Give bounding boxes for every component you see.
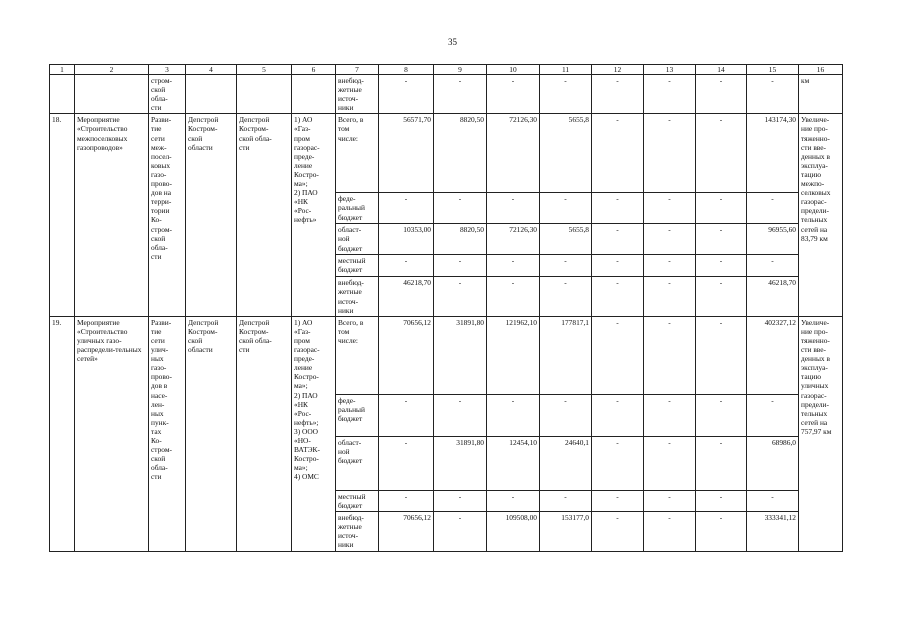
funding-value: - <box>540 193 592 224</box>
cell-value: - <box>696 75 747 114</box>
funding-source: местный бюджет <box>336 255 379 277</box>
measure-name: Мероприятие «Строительство уличных газо-распредели-тельных сетей» <box>75 316 149 551</box>
cell-name <box>75 75 149 114</box>
funding-value: 24640,1 <box>540 436 592 490</box>
column-number-7: 7 <box>336 65 379 75</box>
funding-source: местный бюджет <box>336 490 379 511</box>
funding-value: - <box>696 193 747 224</box>
cell-direction: стром- ской обла- сти <box>149 75 186 114</box>
funding-value: - <box>644 255 696 277</box>
funding-value: - <box>644 490 696 511</box>
cell-value: - <box>434 75 487 114</box>
funding-value: 72126,30 <box>487 224 540 255</box>
funding-value: - <box>487 193 540 224</box>
funding-value: - <box>696 316 747 394</box>
funding-value: - <box>487 394 540 436</box>
measure-direction: Разви- тие сети улич- ных газо- прово- дов в насе- лен- ных пунк- тах Ко- стром- ской обла- сти <box>149 316 186 551</box>
funding-value: 8820,50 <box>434 114 487 193</box>
funding-value: - <box>747 193 799 224</box>
continuation-row <box>50 75 843 114</box>
funding-value: - <box>434 394 487 436</box>
funding-source: феде- ральный бюджет <box>336 193 379 224</box>
funding-value: - <box>592 511 644 551</box>
funding-value: - <box>696 114 747 193</box>
column-number-15: 15 <box>747 65 799 75</box>
funding-value: - <box>747 394 799 436</box>
cell-num <box>50 75 75 114</box>
funding-value: 46218,70 <box>747 277 799 316</box>
cell-value: - <box>592 75 644 114</box>
column-number-8: 8 <box>379 65 434 75</box>
funding-source: внебюд- жетные источ- ники <box>336 511 379 551</box>
funding-value: - <box>644 316 696 394</box>
funding-source: феде- ральный бюджет <box>336 394 379 436</box>
cell-value: - <box>379 75 434 114</box>
funding-value: - <box>379 193 434 224</box>
measure-coexecutor: Депстрой Костром- ской обла- сти <box>237 114 292 316</box>
funding-source: Всего, в том числе: <box>336 316 379 394</box>
funding-value: 31891,80 <box>434 316 487 394</box>
funding-value: 153177,0 <box>540 511 592 551</box>
column-number-5: 5 <box>237 65 292 75</box>
column-number-11: 11 <box>540 65 592 75</box>
column-number-10: 10 <box>487 65 540 75</box>
funding-value: - <box>379 490 434 511</box>
funding-value: 5655,8 <box>540 114 592 193</box>
funding-value: - <box>487 490 540 511</box>
funding-value: - <box>592 490 644 511</box>
column-number-16: 16 <box>799 65 843 75</box>
measure-number: 18. <box>50 114 75 316</box>
column-number-6: 6 <box>292 65 336 75</box>
funding-value: - <box>644 277 696 316</box>
cell-result: км <box>799 75 843 114</box>
funding-value: 68986,0 <box>747 436 799 490</box>
funding-value: - <box>379 255 434 277</box>
funding-value: - <box>747 255 799 277</box>
funding-value: - <box>644 394 696 436</box>
column-number-9: 9 <box>434 65 487 75</box>
funding-value: - <box>644 193 696 224</box>
cell-coexecutor <box>237 75 292 114</box>
funding-value: - <box>644 114 696 193</box>
funding-value: 72126,30 <box>487 114 540 193</box>
funding-value: - <box>540 394 592 436</box>
measure-participants: 1) АО «Газ- пром газорас- преде- ление Костро- ма»; 2) ПАО «НК «Рос- нефть»; 3) ООО «НО- ВАТЭК- Костро- ма»; 4) ОМС <box>292 316 336 551</box>
funding-source: област- ной бюджет <box>336 436 379 490</box>
funding-value: - <box>487 255 540 277</box>
cell-value: - <box>747 75 799 114</box>
row19-subrow-0 <box>50 316 843 394</box>
funding-value: 12454,10 <box>487 436 540 490</box>
funding-value: - <box>696 436 747 490</box>
funding-value: - <box>379 436 434 490</box>
funding-value: - <box>434 490 487 511</box>
measure-executor: Депстрой Костром- ской области <box>186 316 237 551</box>
funding-value: - <box>540 490 592 511</box>
funding-source: област- ной бюджет <box>336 224 379 255</box>
funding-value: 143174,30 <box>747 114 799 193</box>
column-number-row <box>50 65 843 75</box>
funding-source: Всего, в том числе: <box>336 114 379 193</box>
cell-source: внебюд- жетные источ- ники <box>336 75 379 114</box>
funding-value: - <box>747 490 799 511</box>
funding-value: - <box>540 277 592 316</box>
funding-value: - <box>592 193 644 224</box>
funding-value: - <box>696 277 747 316</box>
measure-result: Увеличе- ние про- тяженно- сти вве- денных в эксплуа- тацию межпо- селковых газорас- предели- тельных сетей на 83,79 км <box>799 114 843 316</box>
funding-value: - <box>379 394 434 436</box>
funding-value: 333341,12 <box>747 511 799 551</box>
funding-source: внебюд- жетные источ- ники <box>336 277 379 316</box>
funding-value: 46218,70 <box>379 277 434 316</box>
funding-value: - <box>434 511 487 551</box>
funding-value: 5655,8 <box>540 224 592 255</box>
column-number-13: 13 <box>644 65 696 75</box>
program-table <box>49 64 843 552</box>
cell-value: - <box>540 75 592 114</box>
funding-value: 402327,12 <box>747 316 799 394</box>
funding-value: - <box>592 255 644 277</box>
column-number-2: 2 <box>75 65 149 75</box>
cell-executor <box>186 75 237 114</box>
funding-value: 177817,1 <box>540 316 592 394</box>
funding-value: 10353,00 <box>379 224 434 255</box>
column-number-12: 12 <box>592 65 644 75</box>
funding-value: - <box>434 255 487 277</box>
measure-executor: Депстрой Костром- ской области <box>186 114 237 316</box>
column-number-3: 3 <box>149 65 186 75</box>
funding-value: - <box>644 511 696 551</box>
measure-name: Мероприятие «Строительство межпоселковых газопроводов» <box>75 114 149 316</box>
funding-value: - <box>696 255 747 277</box>
funding-value: - <box>592 316 644 394</box>
funding-value: 8820,50 <box>434 224 487 255</box>
funding-value: 109508,00 <box>487 511 540 551</box>
funding-value: 121962,10 <box>487 316 540 394</box>
funding-value: - <box>696 224 747 255</box>
measure-coexecutor: Депстрой Костром- ской обла- сти <box>237 316 292 551</box>
cell-value: - <box>487 75 540 114</box>
funding-value: - <box>696 394 747 436</box>
funding-value: 70656,12 <box>379 511 434 551</box>
funding-value: 56571,70 <box>379 114 434 193</box>
funding-value: 31891,80 <box>434 436 487 490</box>
funding-value: - <box>592 277 644 316</box>
cell-value: - <box>644 75 696 114</box>
cell-participants <box>292 75 336 114</box>
funding-value: 96955,60 <box>747 224 799 255</box>
column-number-4: 4 <box>186 65 237 75</box>
column-number-1: 1 <box>50 65 75 75</box>
funding-value: 70656,12 <box>379 316 434 394</box>
funding-value: - <box>592 224 644 255</box>
funding-value: - <box>696 490 747 511</box>
funding-value: - <box>696 511 747 551</box>
measure-direction: Разви- тие сети меж- посел- ковых газо- прово- дов на терри- тории Ко- стром- ской обла- сти <box>149 114 186 316</box>
measure-number: 19. <box>50 316 75 551</box>
funding-value: - <box>434 277 487 316</box>
funding-value: - <box>540 255 592 277</box>
funding-value: - <box>592 436 644 490</box>
page-number: 35 <box>448 37 457 47</box>
funding-value: - <box>592 114 644 193</box>
measure-participants: 1) АО «Газ- пром газорас- преде- ление Костро- ма»; 2) ПАО «НК «Рос- нефть» <box>292 114 336 316</box>
funding-value: - <box>644 224 696 255</box>
column-number-14: 14 <box>696 65 747 75</box>
measure-result: Увеличе- ние про- тяженно- сти вве- денных в эксплуа- тацию уличных газорас- предели- тельных сетей на 757,97 км <box>799 316 843 551</box>
funding-value: - <box>644 436 696 490</box>
funding-value: - <box>592 394 644 436</box>
funding-value: - <box>487 277 540 316</box>
funding-value: - <box>434 193 487 224</box>
row18-subrow-0 <box>50 114 843 193</box>
